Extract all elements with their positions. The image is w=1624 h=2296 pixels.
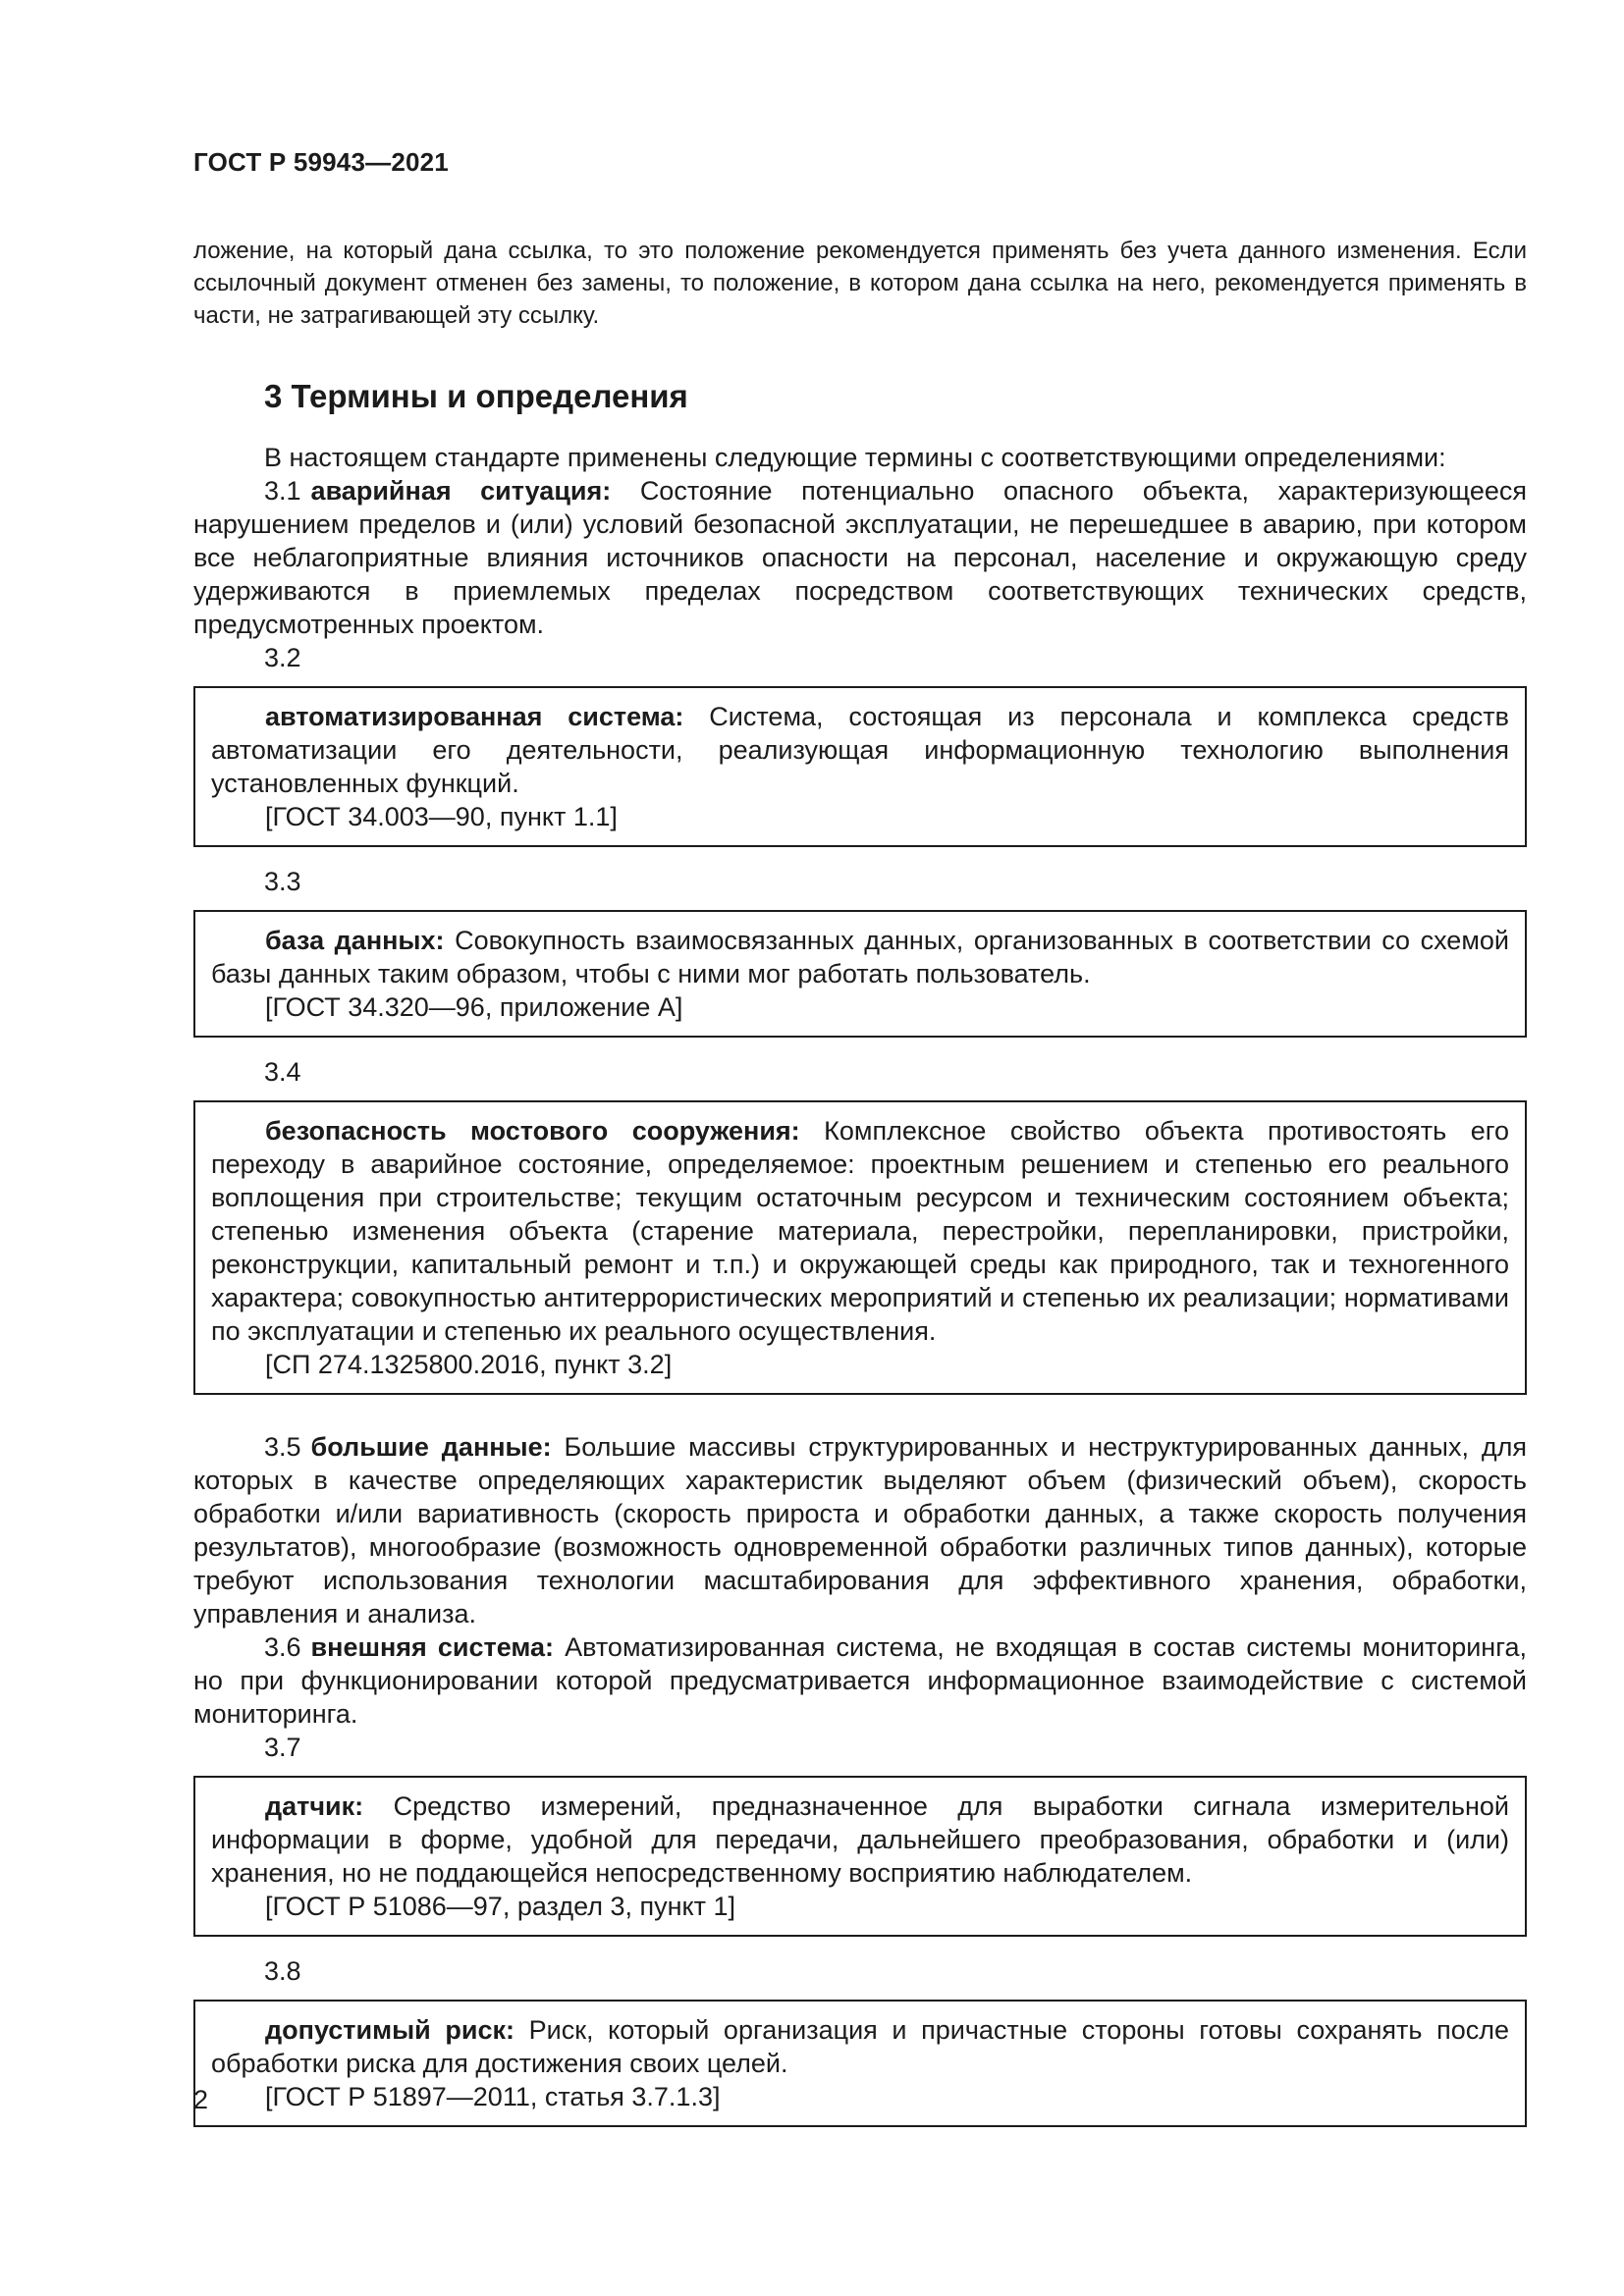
term-number: 3.5 — [264, 1432, 301, 1462]
term-3-5 — [193, 1430, 1527, 1630]
term-name: автоматизированная система: — [265, 702, 684, 731]
term-definition: Состояние потенциально опасного объекта, характеризующееся нарушением пределов и (или) условий безопасной эксплуатации, не перешедшее в аварию, при котором все неблагоприятные влияния источников опасности на персонал, население и окружающую среду удерживаются в приемлемых пределах посредством соответствующих технических средств, предусмотренных проектом. — [193, 476, 1527, 639]
term-number-3-4: 3.4 — [264, 1057, 301, 1087]
term-3-4 — [211, 1114, 1509, 1348]
term-3-7 — [211, 1789, 1509, 1890]
term-definition: Комплексное свойство объекта противостоять его переходу в аварийное состояние, определяемое: проектным решением и степенью его реального воплощения при строительстве; текущим остаточным ресурсом и техническим состоянием объекта; степенью изменения объекта (старение материала, перестройки, перепланировки, пристройки, реконструкции, капитальный ремонт и т.п.) и окружающей среды как природного, так и техногенного характера; совокупностью антитеррористических мероприятий и степенью их реализации; нормативами по эксплуатации и степенью их реального осуществления. — [211, 1116, 1509, 1346]
term-definition: Большие массивы структурированных и неструктурированных данных, для которых в качестве определяющих характеристик выделяют объем (физический объем), скорость обработки и/или вариативность (скорость прироста и обработки данных, а также скорость получения результатов), многообразие (возможность одновременной обработки различных типов данных), которые требуют использования технологии масштабирования для эффективного хранения, обработки, управления и анализа. — [193, 1432, 1527, 1629]
term-box-3-2 — [193, 686, 1527, 847]
term-reference: [ГОСТ 34.320—96, приложение А] — [265, 992, 683, 1022]
term-name: большие данные: — [310, 1432, 552, 1462]
term-name: допустимый риск: — [265, 2015, 514, 2045]
term-number: 3.1 — [264, 476, 301, 506]
term-3-1 — [193, 474, 1527, 641]
term-number-3-2: 3.2 — [264, 643, 301, 672]
term-definition: Риск, который организация и причастные стороны готовы сохранять после обработки риска для достижения своих целей. — [211, 2015, 1509, 2078]
term-reference: [ГОСТ Р 51086—97, раздел 3, пункт 1] — [265, 1892, 736, 1921]
term-box-3-3 — [193, 910, 1527, 1038]
section-lead: В настоящем стандарте применены следующие термины с соответствующими определениями: — [264, 443, 1446, 472]
term-definition: Средство измерений, предназначенное для выработки сигнала измерительной информации в форме, удобной для передачи, дальнейшего преобразования, обработки и (или) хранения, но не поддающейся непосредственному восприятию наблюдателем. — [211, 1791, 1509, 1888]
term-definition: Автоматизированная система, не входящая в состав системы мониторинга, но при функционировании которой предусматривается информационное взаимодействие с системой мониторинга. — [193, 1632, 1527, 1729]
term-definition: Совокупность взаимосвязанных данных, организованных в соответствии со схемой базы данных таким образом, чтобы с ними мог работать пользователь. — [211, 926, 1509, 988]
term-box-3-8 — [193, 2000, 1527, 2127]
term-3-3 — [211, 924, 1509, 990]
document-page — [193, 147, 1527, 2145]
term-name: безопасность мостового сооружения: — [265, 1116, 800, 1146]
page-number: 2 — [193, 2085, 209, 2114]
term-box-3-4 — [193, 1100, 1527, 1395]
intro-paragraph: ложение, на который дана ссылка, то это положение рекомендуется применять без учета данного изменения. Если ссылочный документ отменен без замены, то положение, в котором дана ссылка на него, рекомендуется применять в части, не затрагивающей эту ссылку. — [193, 238, 1527, 329]
term-number-3-8: 3.8 — [264, 1956, 301, 1986]
term-3-8 — [211, 2013, 1509, 2080]
term-reference: [СП 274.1325800.2016, пункт 3.2] — [265, 1350, 673, 1379]
section-title: 3 Термины и определения — [264, 378, 688, 414]
term-number-3-3: 3.3 — [264, 867, 301, 896]
term-name: база данных: — [265, 926, 445, 955]
term-name: внешняя система: — [310, 1632, 555, 1662]
term-reference: [ГОСТ 34.003—90, пункт 1.1] — [265, 802, 618, 831]
term-name: датчик: — [265, 1791, 364, 1821]
term-definition: Система, состоящая из персонала и комплекса средств автоматизации его деятельности, реализующая информационную технологию выполнения установленных функций. — [211, 702, 1509, 798]
term-name: аварийная ситуация: — [310, 476, 612, 506]
term-3-2 — [211, 700, 1509, 800]
term-number: 3.6 — [264, 1632, 301, 1662]
term-box-3-7 — [193, 1776, 1527, 1937]
term-reference: [ГОСТ Р 51897—2011, статья 3.7.1.3] — [265, 2082, 721, 2111]
document-header: ГОСТ Р 59943—2021 — [193, 147, 449, 177]
term-3-6 — [193, 1630, 1527, 1731]
term-number-3-7: 3.7 — [264, 1733, 301, 1762]
